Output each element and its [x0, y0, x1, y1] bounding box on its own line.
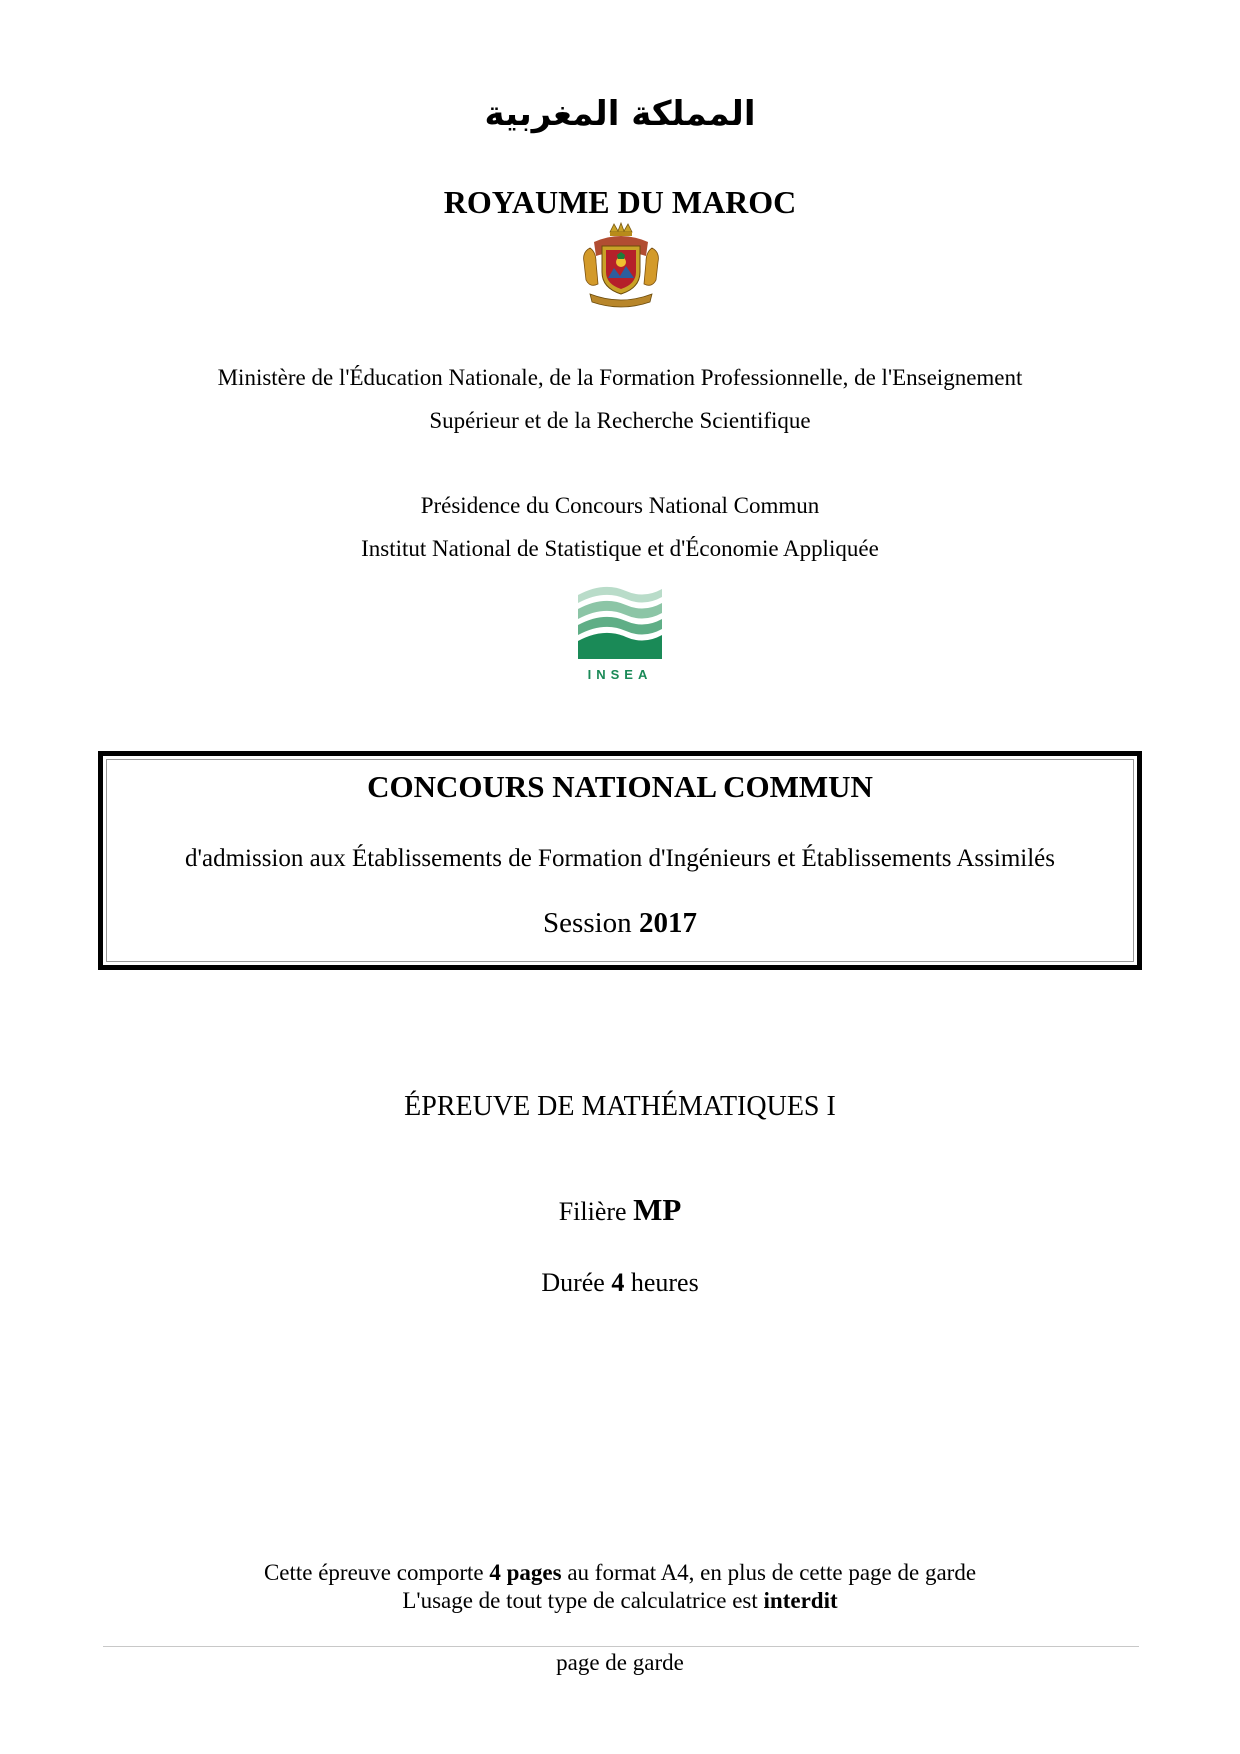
duree-line: [0, 1268, 1240, 1298]
calculator-note-bold: interdit: [763, 1588, 838, 1613]
filiere-value: MP: [633, 1192, 682, 1227]
contest-subtitle: d'admission aux Établissements de Formation d'Ingénieurs et Établissements Assimilés: [184, 845, 1055, 872]
institute-line: Institut National de Statistique et d'Économie Appliquée: [361, 536, 879, 561]
morocco-coat-of-arms-icon: [580, 222, 662, 308]
insea-logo-icon: [574, 583, 666, 683]
pages-note-suffix: au format A4, en plus de cette page de garde: [567, 1560, 977, 1585]
session-label: Session: [543, 907, 632, 939]
duree-value: 4: [611, 1268, 625, 1297]
pages-note-prefix: Cette épreuve comporte: [263, 1560, 484, 1585]
contest-title: CONCOURS NATIONAL COMMUN: [367, 769, 873, 804]
session-year: 2017: [638, 907, 697, 939]
ministry-block: [0, 356, 1240, 442]
insea-logo-text: INSEA: [587, 667, 653, 682]
filiere-line: [0, 1192, 1240, 1228]
pages-note-count: 4 pages: [489, 1560, 562, 1585]
ministry-line-2: Supérieur et de la Recherche Scientifique: [429, 408, 811, 433]
presidence-block: [0, 484, 1240, 570]
exam-title: ÉPREUVE DE MATHÉMATIQUES I: [404, 1091, 836, 1122]
calculator-note-prefix: L'usage de tout type de calculatrice est: [402, 1588, 758, 1613]
pages-note: [0, 1560, 1240, 1586]
calculator-note: [0, 1588, 1240, 1614]
presidence-line: Présidence du Concours National Commun: [420, 493, 820, 518]
footer-label: page de garde: [556, 1650, 684, 1675]
session-line: [0, 907, 1240, 940]
arabic-kingdom-title: المملكة المغربية: [484, 94, 756, 134]
duree-label: Durée: [541, 1268, 605, 1297]
kingdom-title: ROYAUME DU MAROC: [443, 184, 797, 220]
footer-divider: [103, 1646, 1139, 1647]
duree-unit: heures: [630, 1268, 699, 1297]
ministry-line-1: Ministère de l'Éducation Nationale, de la Formation Professionnelle, de l'Enseignement: [217, 365, 1023, 390]
filiere-label: Filière: [558, 1197, 627, 1226]
